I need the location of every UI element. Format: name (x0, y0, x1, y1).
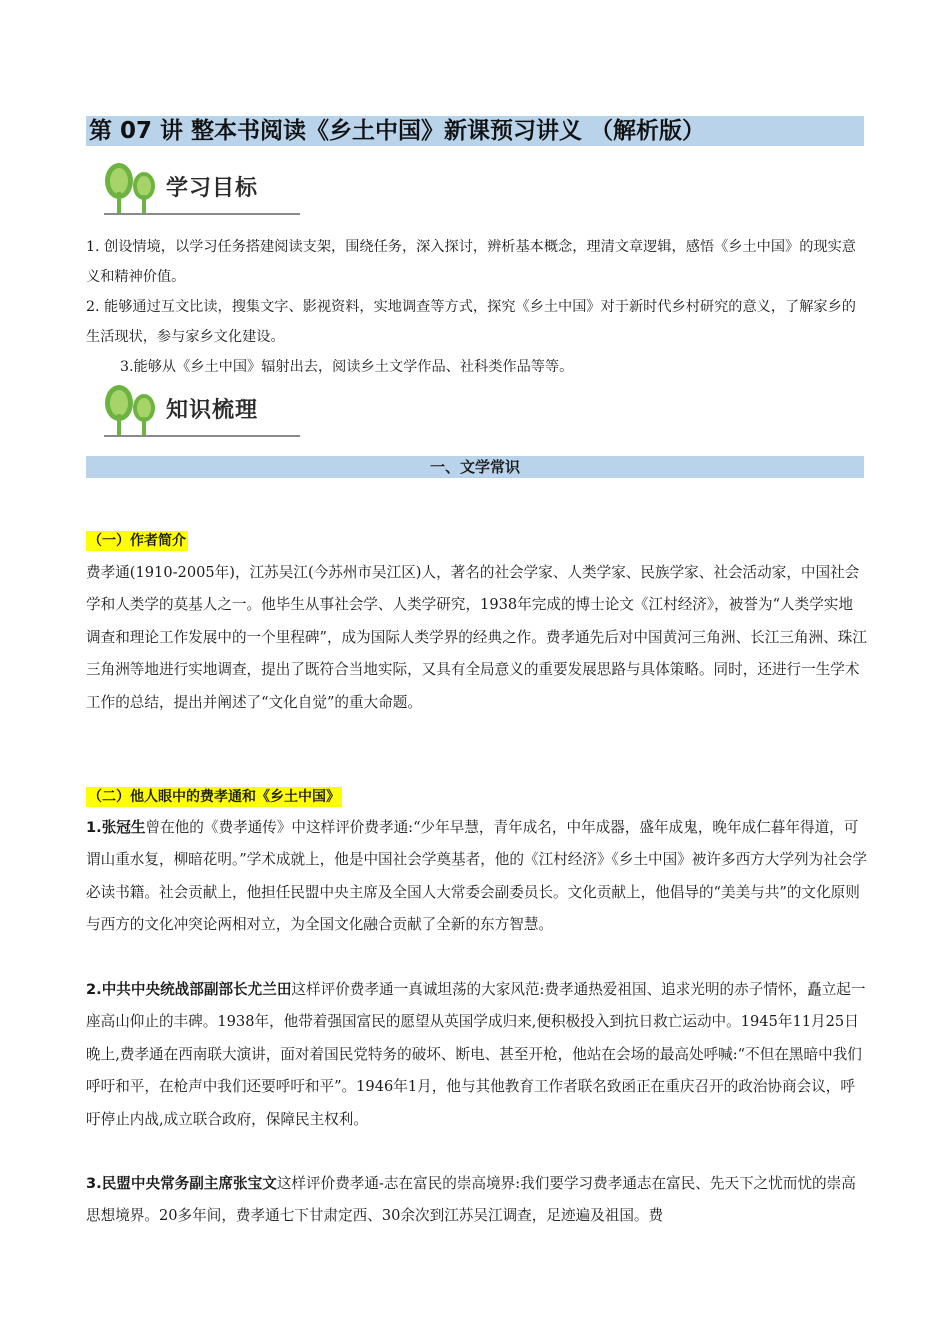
subheading-author (86, 530, 188, 551)
review-lead: 1.张冠生 (86, 819, 146, 836)
badge-underline (104, 435, 300, 437)
review-lead: 2.中共中央统战部副部长尤兰田 (86, 981, 292, 998)
badge-knowledge (96, 384, 300, 438)
subheading-author-label: （一）作者简介 (88, 533, 186, 549)
title-bar (86, 116, 864, 146)
page-title: 第 07 讲 整本书阅读《乡土中国》新课预习讲义 （解析版） (89, 118, 706, 144)
review-text: 这样评价费孝通一真诚坦荡的大家风范:费孝通热爱祖国、追求光明的赤子情怀，矗立起一座高山仰止的丰碑。1938年，他带着强国富民的愿望从英国学成归来,便积极投入到抗日救亡运动中。1945年11月25日晚上,费孝通在西南联大演讲，面对着国民党特务的破坏、断电、甚至开枪，他站在会场的最高处呼喊:“不但在黑暗中我们呼吁和平，在枪声中我们还要呼吁和平”。1946年1月，他与其他教育工作者联名致函正在重庆召开的政治协商会议，呼吁停止内战,成立联合政府，保障民主权利。 (86, 981, 866, 1128)
goal-item: 2. 能够通过互文比读，搜集文字、影视资料，实地调查等方式，探究《乡土中国》对于新时代乡村研究的意义，了解家乡的生活现状，参与家乡文化建设。 (86, 299, 856, 345)
tree-icon (96, 384, 166, 438)
review-lead: 3.民盟中央常务副主席张宝文 (86, 1175, 277, 1192)
author-bio: 费孝通(1910-2005年)，江苏吴江(今苏州市吴江区)人，著名的社会学家、人类学家、民族学家、社会活动家，中国社会学和人类学的莫基人之一。他毕生从事社会学、人类学研究，1938年完成的博士论文《江村经济》，被誉为“人类学实地调查和理论工作发展中的一个里程碑”，成为国际人类学界的经典之作。费孝通先后对中国黄河三角洲、长江三角洲、珠江三角洲等地进行实地调查，提出了既符合当地实际，又具有全局意义的重要发展思路与具体策略。同时，还进行一生学术工作的总结，提出并阐述了“文化自觉”的重大命题。 (86, 564, 867, 711)
review-paragraph (86, 974, 867, 1136)
badge-underline (104, 213, 300, 215)
review-text: 这样评价费孝通-志在富民的崇高境界:我们要学习费孝通志在富民、先天下之忧而忧的崇高思想境界。20多年间，费孝通七下甘肃定西、30余次到江苏吴江调查，足迹遍及祖国。费 (86, 1175, 856, 1225)
subheading-others (86, 786, 342, 807)
review-paragraph (86, 1168, 867, 1233)
subheading-others-label: （二）他人眼中的费孝通和《乡土中国》 (88, 789, 340, 805)
review-paragraph (86, 812, 867, 942)
tree-icon (96, 162, 166, 216)
section-heading: 一、文学常识 (86, 456, 864, 478)
badge-goals-label: 学习目标 (166, 176, 259, 201)
goal-item: 1. 创设情境，以学习任务搭建阅读支架，围绕任务，深入探讨，辨析基本概念，理清文章逻辑，感悟《乡土中国》的现实意义和精神价值。 (86, 239, 856, 285)
badge-goals (96, 162, 300, 216)
badge-knowledge-label: 知识梳理 (166, 398, 259, 423)
goals-list (86, 232, 866, 382)
goal-item: 3.能够从《乡土中国》辐射出去，阅读乡土文学作品、社科类作品等等。 (120, 359, 574, 375)
review-text: 曾在他的《费孝通传》中这样评价费孝通:“少年早慧，青年成名，中年成器，盛年成鬼，晚年成仁暮年得道，可谓山重水复，柳暗花明。”学术成就上，他是中国社会学奠基者，他的《江村经济》《乡土中国》被许多西方大学列为社会学必读书籍。社会贡献上，他担任民盟中央主席及全国人大常委会副委员长。文化贡献上，他倡导的“美美与共”的文化原则与西方的文化冲突论两相对立，为全国文化融合贡献了全新的东方智慧。 (86, 819, 867, 934)
